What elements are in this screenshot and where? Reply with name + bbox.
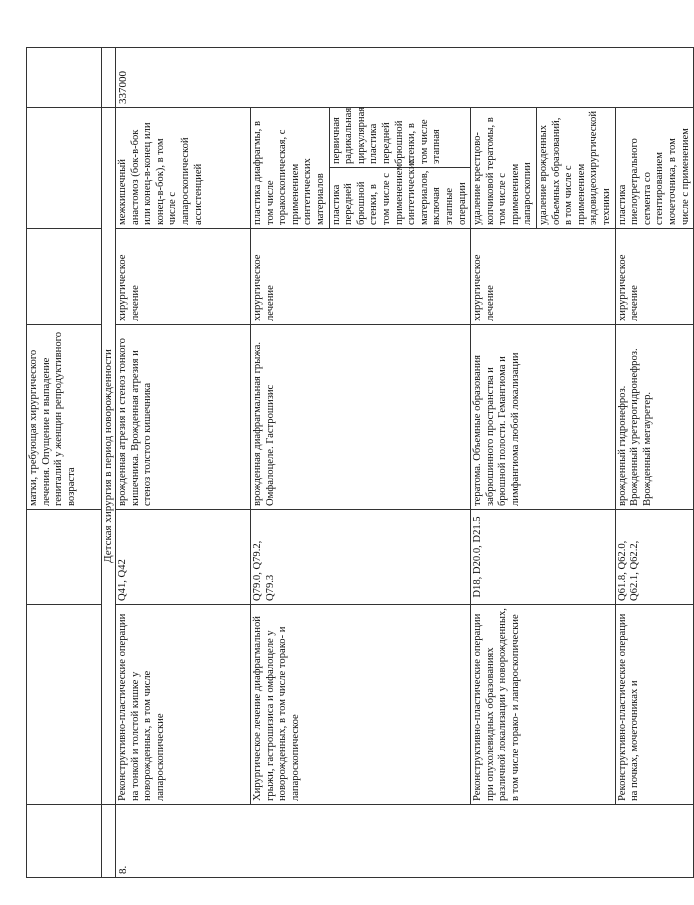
table-row <box>615 48 694 878</box>
disease-cell: врожденная атрезия и стеноз тонкого кишечника. Врожденная атрезия и стеноз толстого кишечника <box>116 325 251 510</box>
medical-care-table <box>26 47 694 878</box>
price-cell: 337000 <box>116 48 694 108</box>
group-name: Реконструктивно-пластические операции при опухолевидных образованиях различной локализации у новорожденных, в том числе торако- и лапароскопические <box>471 605 616 805</box>
row-number: 8. <box>116 805 694 878</box>
method-cell: межкишечный анастомоз (бок-в-бок или конец-в-конец или конец-в-бок), в том числе с лапароскопической ассистенцией <box>116 108 251 229</box>
empty-cell <box>27 108 102 229</box>
section-title: Детская хирургия в период новорожденности <box>102 108 116 805</box>
treatment-type: хирургическое лечение <box>116 229 251 325</box>
table-row <box>471 48 537 878</box>
empty-cell <box>102 48 116 108</box>
treatment-type: хирургическое лечение <box>251 229 471 325</box>
treatment-type: хирургическое лечение <box>615 229 694 325</box>
group-name: Реконструктивно-пластические операции на почках, мочеточниках и <box>615 605 694 805</box>
disease-cell: тератома. Объемные образования забрюшинного пространства и брюшной полости. Гемангиома и лимфангиома любой локализации <box>471 325 616 510</box>
empty-cell <box>27 510 102 605</box>
diagnosis-codes: Q41, Q42 <box>116 510 251 605</box>
group-name: Реконструктивно-пластические операции на тонкой и толстой кишке у новорожденных, в том числе лапароскопические <box>116 605 251 805</box>
disease-cell: матки, требующая хирургического лечения. Опущение и выпадение гениталий у женщин репродуктивного возраста <box>27 325 102 510</box>
method-cell: пластика диафрагмы, в том числе торакоскопическая, с применением синтетических материалов <box>251 108 330 229</box>
section-row <box>102 48 116 878</box>
method-cell: удаление врожденных объемных образований, в том числе с применением эндовидеохирургической техники <box>537 108 616 229</box>
table-row <box>27 48 102 878</box>
group-name: Хирургическое лечение диафрагмальной грыжи, гастрошизиса и омфалоцеле у новорожденных, в том числе торако- и лапароскопическое <box>251 605 471 805</box>
method-cell: пластика пиелоуретрального сегмента со стентированием мочеточника, в том числе с применением <box>615 108 694 229</box>
empty-cell <box>27 805 102 878</box>
empty-cell <box>102 805 116 878</box>
diagnosis-codes: Q79.0, Q79.2, Q79.3 <box>251 510 471 605</box>
method-cell: пластика передней брюшной стенки, в том числе с применением синтетических материалов, включая этапные операции <box>329 168 471 229</box>
diagnosis-codes: Q61.8, Q62.0, Q62.1, Q62.2, <box>615 510 694 605</box>
empty-cell <box>27 48 102 108</box>
rotated-page <box>26 48 691 878</box>
table-row <box>116 48 251 878</box>
empty-cell <box>27 229 102 325</box>
disease-cell: врожденный гидронефроз. Врожденный уретерогидронефроз. Врожденный мегауретер. <box>615 325 694 510</box>
table-row <box>251 48 330 878</box>
diagnosis-codes: D18, D20.0, D21.5 <box>471 510 616 605</box>
method-cell: первичная радикальная циркулярная пластика передней брюшной стенки, в том числе этапная <box>329 108 471 168</box>
disease-cell: врожденная диафрагмальная грыжа. Омфалоцеле. Гастрошизис <box>251 325 471 510</box>
empty-cell <box>27 605 102 805</box>
treatment-type: хирургическое лечение <box>471 229 616 325</box>
method-cell: удаление крестцово-копчиковой тератомы, в том числе с применением лапароскопии <box>471 108 537 229</box>
